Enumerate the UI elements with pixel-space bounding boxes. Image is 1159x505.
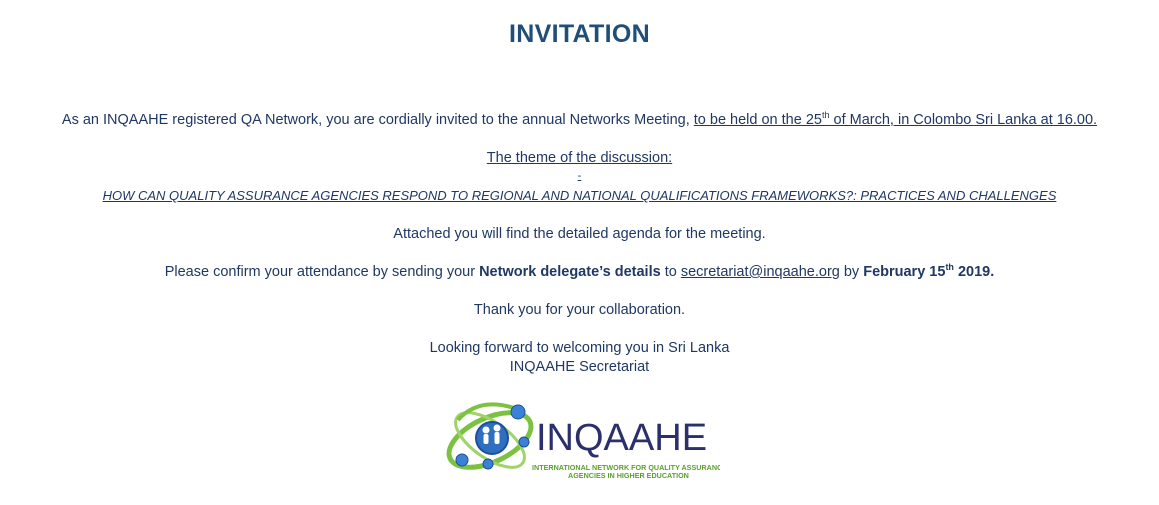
thanks-line: Thank you for your collaboration. [473, 302, 686, 318]
theme-label: The theme of the discussion: [486, 150, 673, 166]
logo-tagline-1: INTERNATIONAL NETWORK FOR QUALITY ASSURANCE [532, 463, 720, 472]
deadline-bold [863, 264, 994, 280]
theme-text: HOW CAN QUALITY ASSURANCE AGENCIES RESPOND TO REGIONAL AND NATIONAL QUALIFICATIONS FRAMEWORKS?: PRACTICES AND CHALLENGES [102, 188, 1057, 203]
theme-dash: - [577, 170, 582, 182]
logo-graphic [440, 390, 720, 500]
inqaahe-logo [440, 390, 720, 500]
meeting-date-text: to be held on the 25 [693, 112, 822, 128]
agenda-line: Attached you will find the detailed agenda for the meeting. [393, 226, 766, 242]
meeting-location-time: of March, in Colombo Sri Lanka at 16.00. [829, 112, 1098, 128]
signature-line: INQAAHE Secretariat [509, 359, 650, 375]
logo-wordmark: INQAAHE [536, 417, 708, 459]
invitation-paragraph [0, 112, 1159, 128]
page-title: INVITATION [509, 20, 650, 48]
invitation-intro: As an INQAAHE registered QA Network, you are cordially invited to the annual Networks Meeting, [61, 112, 694, 128]
closing-line: Looking forward to welcoming you in Sri Lanka [429, 340, 730, 356]
date-ordinal: th [821, 110, 830, 121]
confirm-text-3: by [839, 264, 864, 280]
deadline-ordinal: th [945, 262, 954, 273]
confirm-paragraph [0, 264, 1159, 280]
confirm-text-1: Please confirm your attendance by sending your [164, 264, 480, 280]
email-link[interactable]: secretariat@inqaahe.org [680, 264, 840, 280]
deadline-date: February 15 [863, 264, 946, 280]
deadline-year: 2019. [953, 264, 995, 280]
meeting-details [694, 112, 1097, 128]
logo-tagline-2: AGENCIES IN HIGHER EDUCATION [568, 471, 689, 480]
delegate-details-bold: Network delegate’s details [479, 264, 661, 280]
confirm-text-2: to [660, 264, 681, 280]
